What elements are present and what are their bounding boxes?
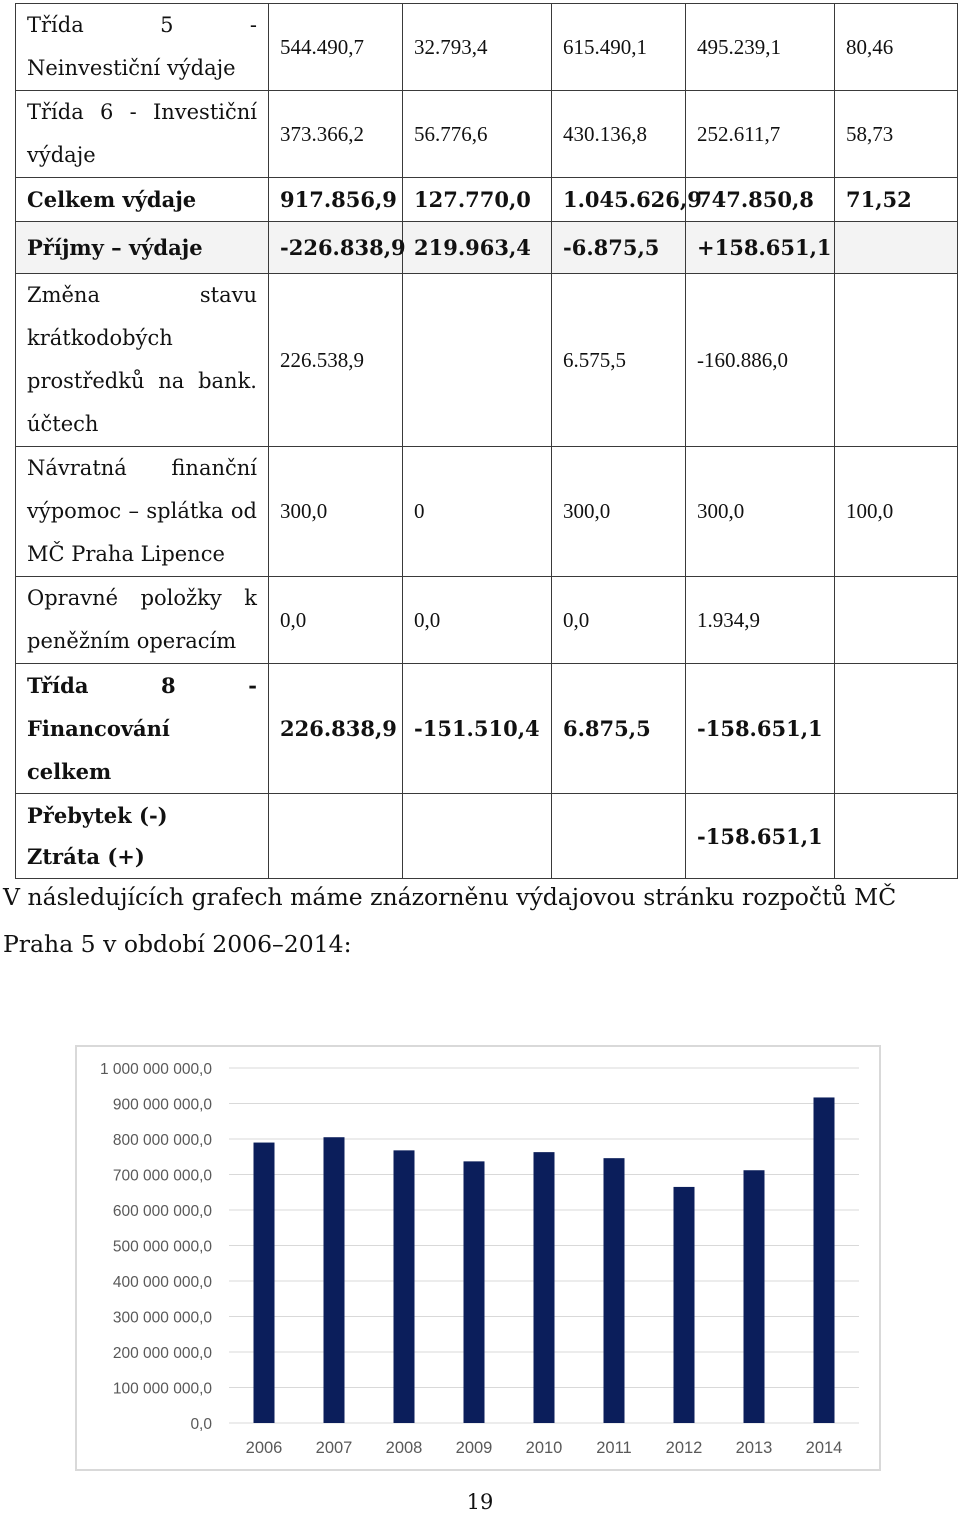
table-row (16, 447, 958, 577)
table-cell: 58,73 (835, 91, 958, 178)
bar (674, 1187, 695, 1423)
bar (324, 1137, 345, 1423)
table-cell: 0,0 (403, 577, 552, 664)
x-tick-label: 2009 (455, 1439, 493, 1457)
x-tick-label: 2012 (665, 1439, 703, 1457)
row-label: Třída 5 - Neinvestiční výdaje (16, 4, 269, 91)
bar (534, 1152, 555, 1423)
table-cell (835, 274, 958, 447)
bar (814, 1097, 835, 1423)
loss-label: Ztráta (+) (27, 844, 145, 869)
y-tick-label: 700 000 000,0 (112, 1167, 212, 1185)
y-tick-label: 900 000 000,0 (112, 1096, 212, 1114)
table-cell: 56.776,6 (403, 91, 552, 178)
table-cell: 373.366,2 (269, 91, 403, 178)
table-cell: 1.045.626,9 (552, 178, 686, 222)
table-row (16, 91, 958, 178)
x-tick-label: 2007 (315, 1439, 353, 1457)
x-tick-label: 2010 (525, 1439, 563, 1457)
y-tick-label: 600 000 000,0 (112, 1203, 212, 1220)
table-cell: 226.538,9 (269, 274, 403, 447)
x-tick-label: 2006 (245, 1439, 283, 1457)
x-tick-label: 2008 (385, 1439, 423, 1457)
table-cell (835, 577, 958, 664)
y-tick-label: 1 000 000 000,0 (99, 1061, 212, 1078)
table-row (16, 577, 958, 664)
table-row (16, 222, 958, 274)
table-cell: 747.850,8 (686, 178, 835, 222)
y-tick-label: 500 000 000,0 (112, 1238, 212, 1256)
table-cell: 32.793,4 (403, 4, 552, 91)
table-cell: 6.875,5 (552, 664, 686, 794)
table-cell (835, 664, 958, 794)
row-label: Třída 8 - Financování celkem (16, 664, 269, 794)
intro-paragraph: V následujících grafech máme znázorněnu výdajovou stránku rozpočtů MČ Praha 5 v období 2006–2014: (3, 883, 897, 958)
y-tick-label: 800 000 000,0 (112, 1132, 212, 1149)
row-label: Změna stavu krátkodobých prostředků na bank. účtech (16, 274, 269, 447)
table-cell: 71,52 (835, 178, 958, 222)
table-cell: 430.136,8 (552, 91, 686, 178)
row-label: Celkem výdaje (16, 178, 269, 222)
table-row (16, 4, 958, 91)
table-cell: +158.651,1 (686, 222, 835, 274)
table-cell (835, 794, 958, 879)
table-row (16, 794, 958, 879)
bar (744, 1170, 765, 1423)
table-cell: 300,0 (269, 447, 403, 577)
x-tick-label: 2013 (735, 1439, 773, 1457)
table-cell: 127.770,0 (403, 178, 552, 222)
bar (464, 1161, 485, 1423)
table-row (16, 178, 958, 222)
surplus-label: Přebytek (-) (27, 803, 168, 828)
y-tick-label: 400 000 000,0 (112, 1274, 212, 1291)
table-cell: -6.875,5 (552, 222, 686, 274)
table-cell: 0,0 (269, 577, 403, 664)
table-cell: 300,0 (552, 447, 686, 577)
row-label: Návratná finanční výpomoc – splátka od MČ Praha Lipence (16, 447, 269, 577)
bar (254, 1143, 275, 1423)
table-row (16, 274, 958, 447)
bar (604, 1158, 625, 1423)
table-cell: 300,0 (686, 447, 835, 577)
expenditure-bar-chart (75, 1045, 881, 1471)
table-cell: 1.934,9 (686, 577, 835, 664)
table-cell: 917.856,9 (269, 178, 403, 222)
row-label: Příjmy – výdaje (16, 222, 269, 274)
x-tick-label: 2011 (596, 1439, 632, 1457)
y-tick-label: 0,0 (190, 1416, 212, 1433)
table-cell: 495.239,1 (686, 4, 835, 91)
row-label: Třída 6 - Investiční výdaje (16, 91, 269, 178)
table-cell: -226.838,9 (269, 222, 403, 274)
table-cell: -160.886,0 (686, 274, 835, 447)
y-tick-label: 200 000 000,0 (112, 1345, 212, 1362)
y-tick-label: 100 000 000,0 (112, 1380, 212, 1398)
table-cell: -151.510,4 (403, 664, 552, 794)
table-cell: 0,0 (552, 577, 686, 664)
table-cell: 226.838,9 (269, 664, 403, 794)
table-cell: 100,0 (835, 447, 958, 577)
table-cell: 544.490,7 (269, 4, 403, 91)
table-cell: 219.963,4 (403, 222, 552, 274)
table-cell (552, 794, 686, 879)
row-label: Opravné položky k peněžním operacím (16, 577, 269, 664)
budget-table (15, 3, 958, 879)
table-cell: 252.611,7 (686, 91, 835, 178)
table-cell: 0 (403, 447, 552, 577)
table-cell (403, 794, 552, 879)
page-number: 19 (466, 1490, 494, 1514)
table-row (16, 664, 958, 794)
table-cell: 6.575,5 (552, 274, 686, 447)
table-cell (403, 274, 552, 447)
table-cell: 615.490,1 (552, 4, 686, 91)
table-cell (835, 222, 958, 274)
bar (394, 1150, 415, 1423)
table-cell: 80,46 (835, 4, 958, 91)
table-cell (269, 794, 403, 879)
y-tick-label: 300 000 000,0 (112, 1309, 212, 1327)
table-cell: -158.651,1 (686, 664, 835, 794)
row-label (16, 794, 269, 879)
table-cell: -158.651,1 (686, 794, 835, 879)
x-tick-label: 2014 (805, 1439, 843, 1457)
